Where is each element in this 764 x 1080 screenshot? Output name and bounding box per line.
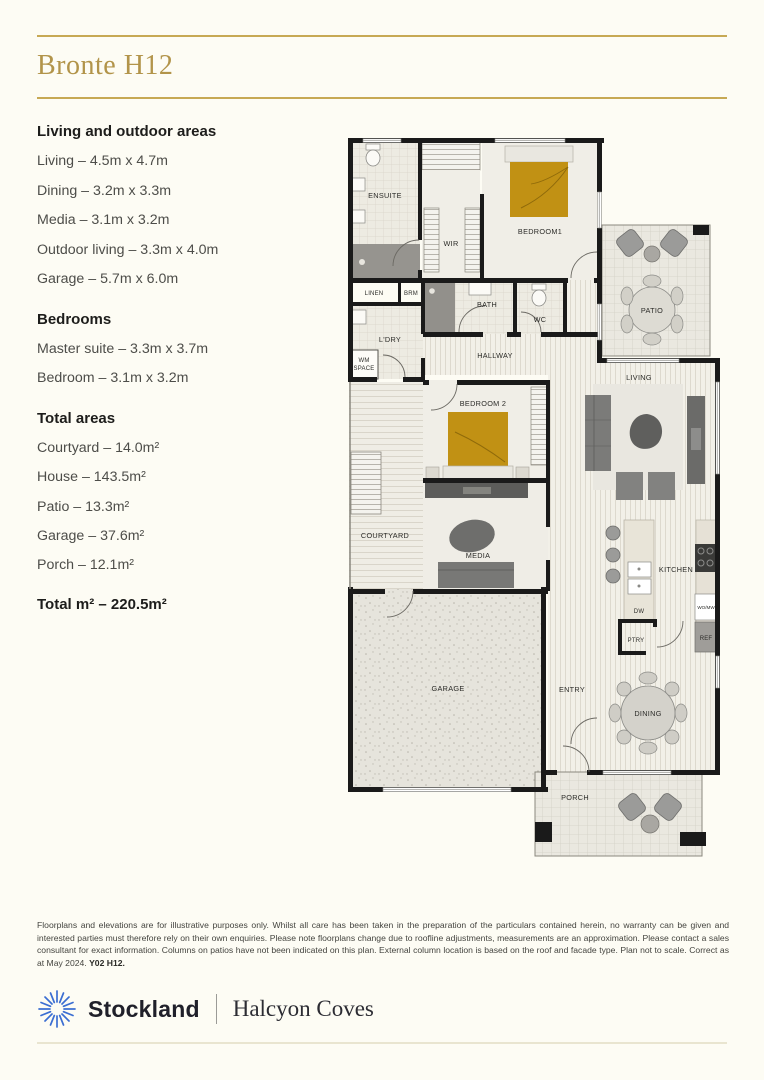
footer-logo-row [36, 985, 374, 1033]
patio-column [693, 225, 709, 235]
label-entry: ENTRY [558, 685, 586, 694]
label-living: LIVING [626, 373, 652, 382]
stockland-wordmark: Stockland [88, 995, 200, 1022]
section-heading-living: Living and outdoor areas [37, 123, 217, 140]
page-title: Bronte H12 [37, 50, 174, 81]
spec-item: Master suite – 3.3m x 3.7m [37, 341, 209, 357]
label-bedroom2: BEDROOM 2 [459, 399, 507, 408]
media-sofa [438, 562, 514, 588]
label-ensuite: ENSUITE [368, 191, 402, 200]
spec-item: Courtyard – 14.0m² [37, 440, 160, 456]
disclaimer-code: Y02 H12. [89, 958, 125, 969]
bath-vanity [469, 282, 491, 295]
disclaimer-body: Floorplans and elevations are for illustrative purposes only. Whilst all care has been taken in the preparation of the particulars contained herein, no warranty can be given and interested parties must therefore rely on their own enquiries. Please note floorplans change due to roofline adjustments, measurements are an approximation. Please contact a sales consultant for exact information. Columns on patios have not been indicated on this plan. External column location is based on the roof and facade type. Plan not to scale. Correct as at May 2024. [37, 920, 729, 969]
spec-item: Patio – 13.3m² [37, 499, 130, 515]
basin [351, 210, 365, 223]
top-gold-rule [37, 35, 727, 37]
logo-divider [216, 994, 217, 1024]
stool [606, 548, 620, 562]
cooktop [695, 544, 716, 572]
ottoman [616, 472, 643, 500]
label-bedroom1: BEDROOM1 [517, 227, 563, 236]
label-womw: WO/MW [697, 605, 715, 610]
shower [423, 282, 455, 332]
label-dining: DINING [634, 709, 662, 718]
porch-column [680, 832, 706, 846]
spec-item: Bedroom – 3.1m x 3.2m [37, 370, 189, 386]
label-wir: WIR [443, 239, 459, 248]
disclaimer-text [37, 919, 729, 970]
spec-item: Porch – 12.1m² [37, 557, 134, 573]
spec-item: Media – 3.1m x 3.2m [37, 212, 170, 228]
basin [351, 178, 365, 191]
label-dw: DW [633, 609, 645, 615]
title-divider-rule [37, 97, 727, 99]
stool [606, 569, 620, 583]
spec-item: Garage – 37.6m² [37, 528, 145, 544]
floorplan-diagram [335, 132, 764, 862]
stockland-starburst-icon [36, 988, 78, 1030]
spec-item: Living – 4.5m x 4.7m [37, 153, 168, 169]
spec-item: Outdoor living – 3.3m x 4.0m [37, 242, 219, 258]
label-hallway: HALLWAY [477, 351, 513, 360]
bed-pillows [443, 466, 513, 480]
laundry-tub [351, 310, 366, 324]
stool [606, 526, 620, 540]
label-ldry: L'DRY [378, 335, 402, 344]
section-heading-totals: Total areas [37, 410, 116, 427]
label-garage: GARAGE [431, 684, 465, 693]
toilet [532, 290, 546, 306]
label-space: SPACE [353, 366, 375, 372]
label-ptry: PTRY [627, 638, 645, 644]
toilet [366, 150, 380, 166]
spec-item: House – 143.5m² [37, 469, 146, 485]
label-patio: PATIO [640, 306, 664, 315]
ottoman [648, 472, 675, 500]
wardrobe-strip [422, 140, 480, 170]
courtyard-steps [351, 452, 381, 514]
bed1 [510, 162, 568, 217]
community-wordmark: Halcyon Coves [232, 996, 374, 1021]
label-media: MEDIA [465, 551, 491, 560]
label-wm: WM [358, 358, 370, 364]
label-brm: BRM [404, 291, 418, 297]
label-kitchen: KITCHEN [658, 565, 694, 574]
bottom-rule [37, 1042, 727, 1044]
label-linen: LINEN [364, 291, 384, 297]
label-wc: WC [533, 315, 547, 324]
bed-pillows [505, 146, 573, 162]
label-bath: BATH [476, 300, 498, 309]
label-ref: REF [699, 636, 713, 642]
porch-column [535, 822, 552, 842]
sofa [585, 395, 611, 471]
label-porch: PORCH [561, 793, 589, 802]
spec-item: Garage – 5.7m x 6.0m [37, 271, 179, 287]
grand-total: Total m² – 220.5m² [37, 596, 167, 613]
spec-item: Dining – 3.2m x 3.3m [37, 183, 172, 199]
label-courtyard: COURTYARD [360, 531, 410, 540]
wm-space-box [350, 350, 378, 379]
section-heading-bedrooms: Bedrooms [37, 311, 112, 328]
